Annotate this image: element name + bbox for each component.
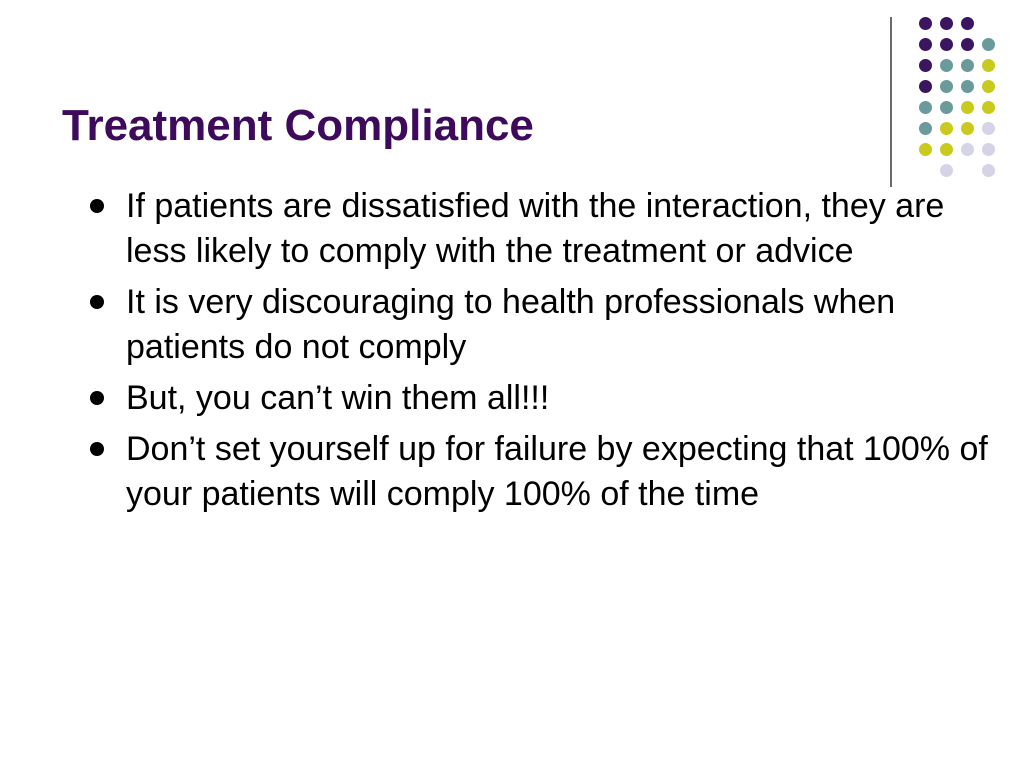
bullet-item bbox=[90, 184, 1010, 274]
decorative-dot bbox=[940, 38, 953, 51]
decorative-dot bbox=[961, 38, 974, 51]
decorative-dot bbox=[940, 101, 953, 114]
decorative-dot bbox=[919, 17, 932, 30]
decorative-dot bbox=[982, 143, 995, 156]
bullet-item bbox=[90, 427, 1010, 517]
bullet-icon bbox=[90, 442, 104, 456]
decorative-dot bbox=[940, 122, 953, 135]
bullet-icon bbox=[90, 199, 104, 213]
decorative-dot bbox=[919, 38, 932, 51]
decorative-dot bbox=[961, 59, 974, 72]
decorative-dot bbox=[982, 80, 995, 93]
decorative-dot bbox=[982, 101, 995, 114]
bullet-list bbox=[90, 184, 1010, 523]
decorative-dot bbox=[919, 122, 932, 135]
bullet-item bbox=[90, 280, 1010, 370]
bullet-icon bbox=[90, 391, 104, 405]
bullet-text: If patients are dissatisfied with the interaction, they are less likely to comply with the treatment or advice bbox=[126, 187, 945, 270]
bullet-icon bbox=[90, 295, 104, 309]
slide-title: Treatment Compliance bbox=[62, 101, 534, 150]
bullet-text: Don’t set yourself up for failure by expecting that 100% of your patients will comply 100% of the time bbox=[126, 430, 988, 513]
decorative-dot bbox=[940, 80, 953, 93]
decorative-dot bbox=[961, 101, 974, 114]
decorative-dot bbox=[919, 80, 932, 93]
decorative-dot bbox=[982, 59, 995, 72]
bullet-item bbox=[90, 376, 1010, 421]
decorative-dot bbox=[961, 80, 974, 93]
decorative-dot bbox=[961, 17, 974, 30]
decorative-dot bbox=[919, 101, 932, 114]
decorative-dot bbox=[961, 122, 974, 135]
vertical-divider bbox=[890, 17, 892, 187]
decorative-dot bbox=[919, 59, 932, 72]
bullet-text: But, you can’t win them all!!! bbox=[126, 379, 550, 417]
decorative-dot bbox=[982, 38, 995, 51]
decorative-dot bbox=[961, 143, 974, 156]
decorative-dot bbox=[940, 143, 953, 156]
decorative-dot bbox=[940, 59, 953, 72]
decorative-dot bbox=[982, 164, 995, 177]
decorative-dot bbox=[940, 164, 953, 177]
decorative-dot bbox=[982, 122, 995, 135]
bullet-text: It is very discouraging to health professionals when patients do not comply bbox=[126, 283, 896, 366]
decorative-dot bbox=[919, 143, 932, 156]
decorative-dot bbox=[940, 17, 953, 30]
